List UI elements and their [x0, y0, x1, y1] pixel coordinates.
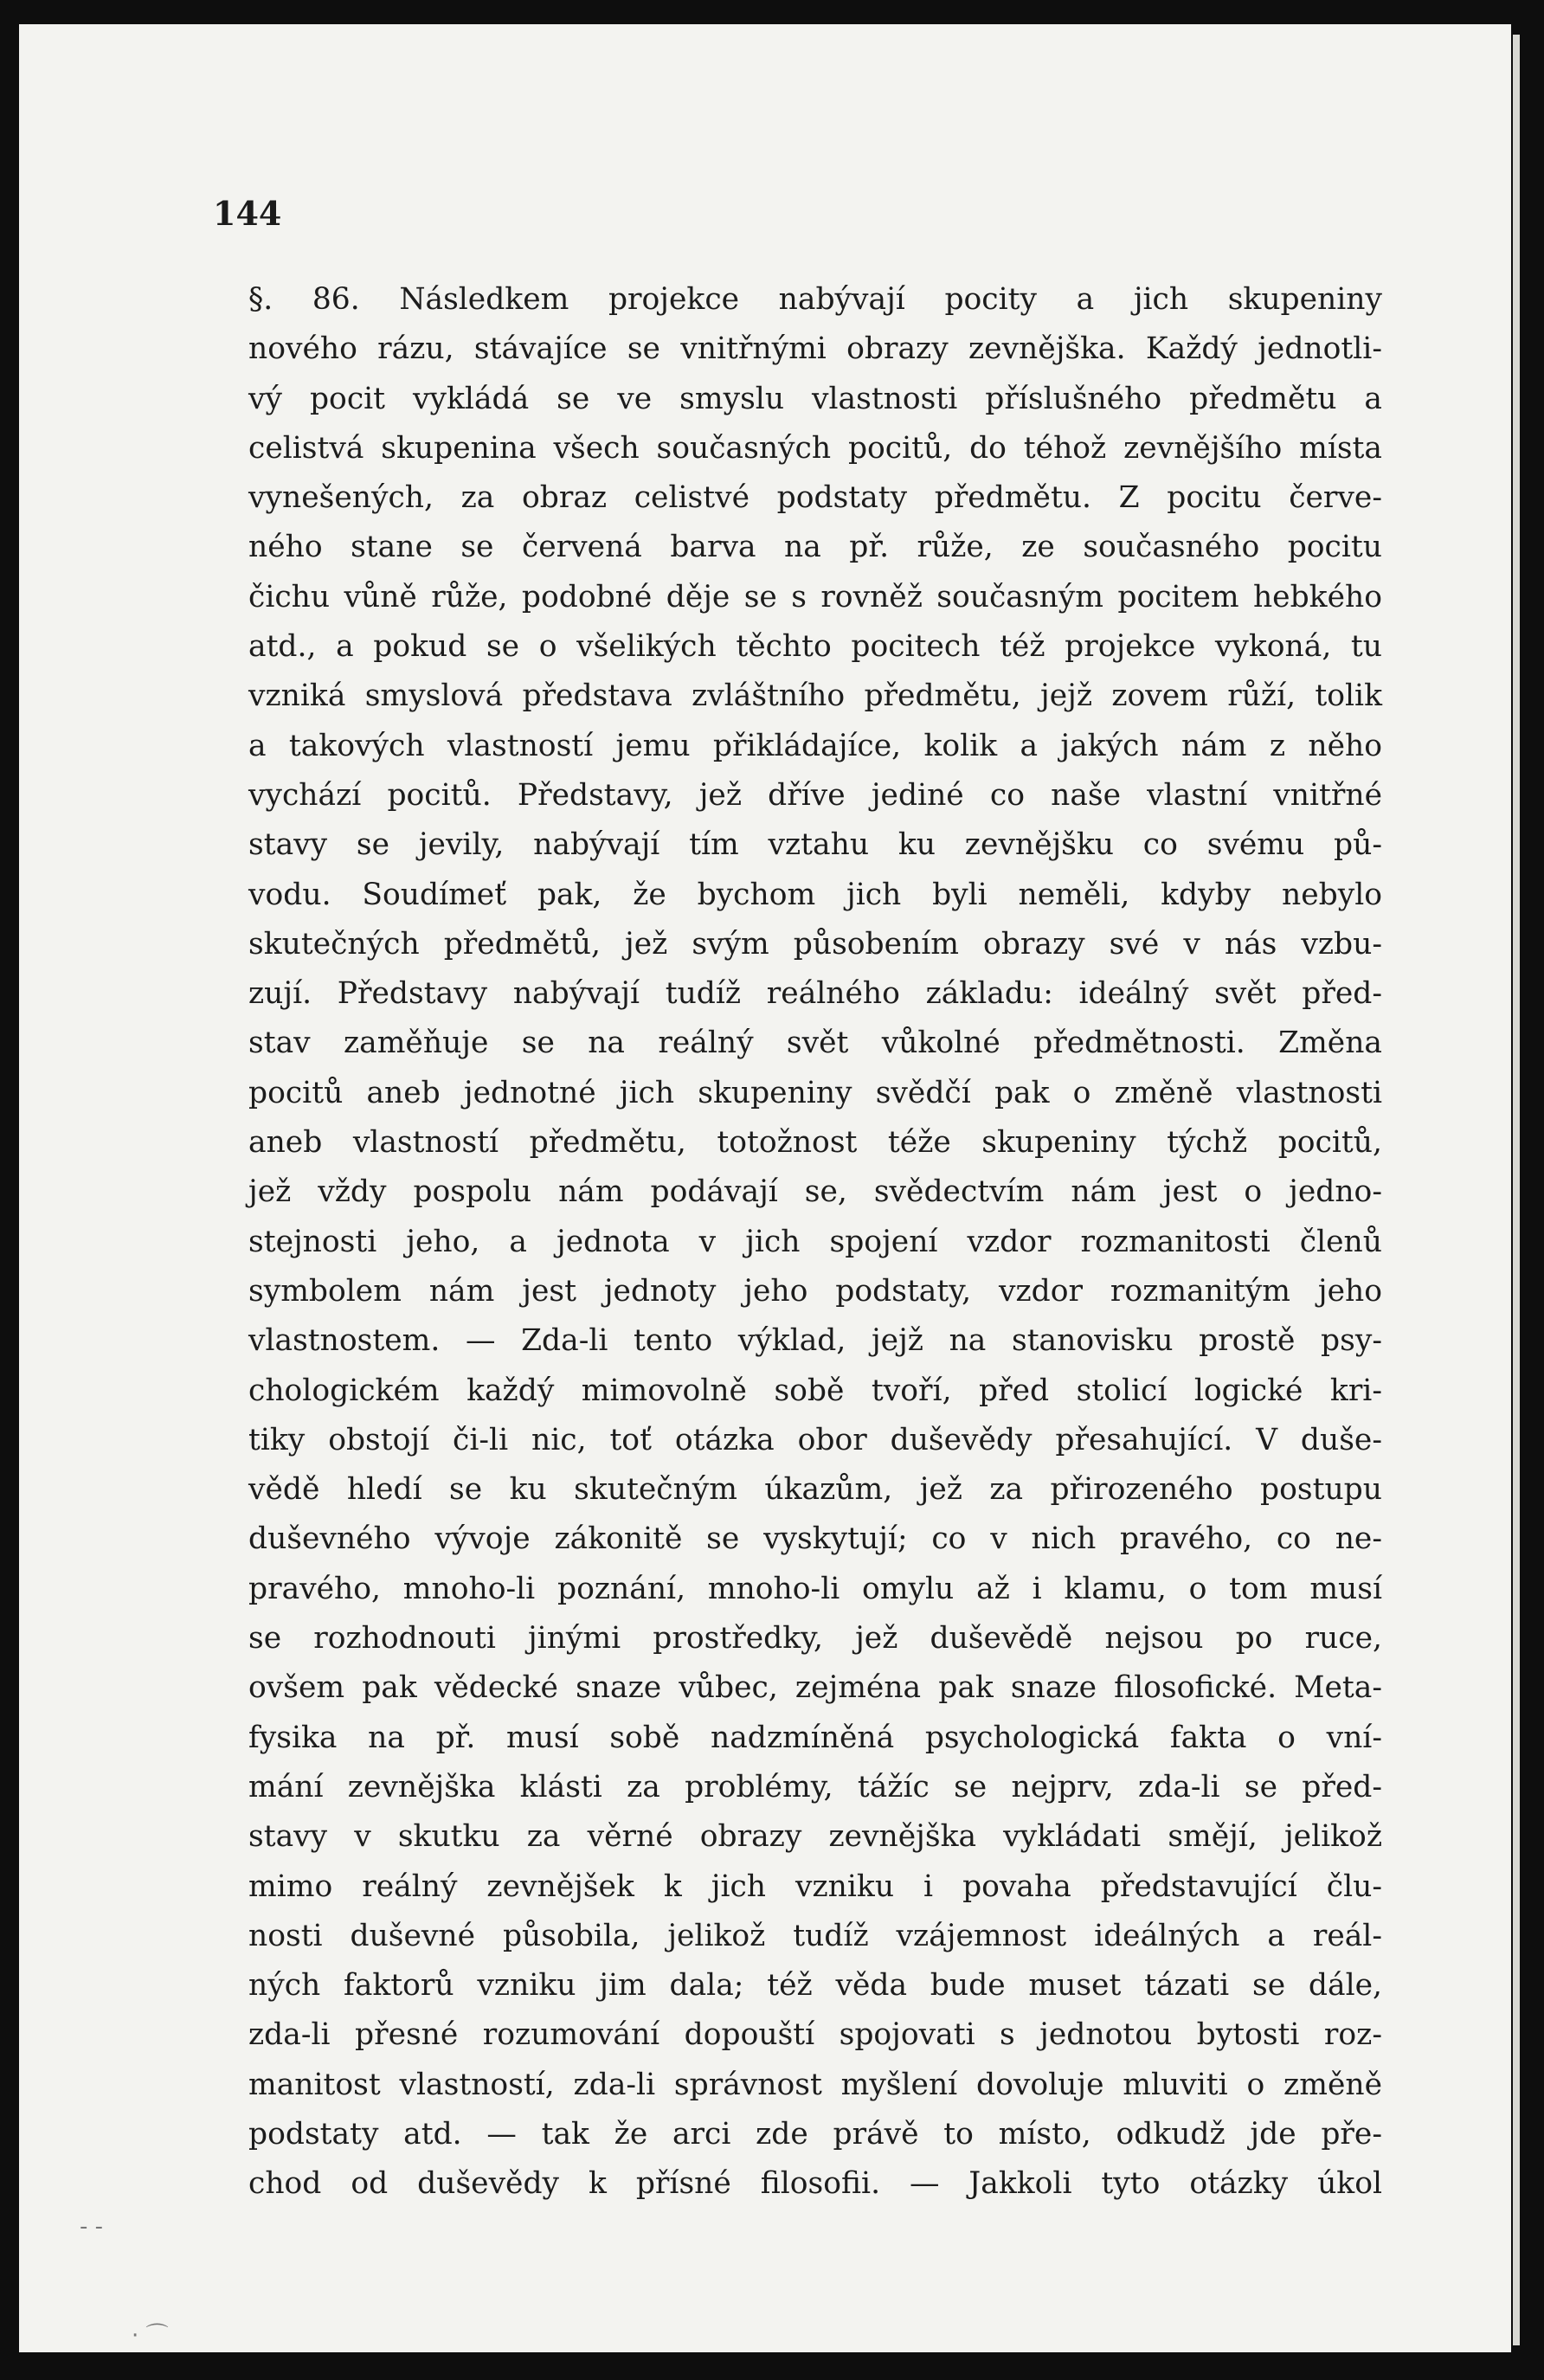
text-line: stavy se jevily, nabývají tím vztahu ku zevnějšku co svému pů- — [248, 827, 1382, 863]
text-line: §. 86. Následkem projekce nabývají pocity a jich skupeniny — [248, 282, 1382, 317]
text-line: manitost vlastností, zda-li správnost myšlení dovoluje mluviti o změně — [248, 2067, 1382, 2102]
text-line: celistvá skupenina všech současných pocitů, do téhož zevnějšího místa — [248, 430, 1382, 466]
text-line: a takových vlastností jemu přikládajíce, kolik a jakých nám z něho — [248, 728, 1382, 763]
text-line: stavy v skutku za věrné obrazy zevnějška vykládati smějí, jelikož — [248, 1819, 1382, 1855]
page-number: 144 — [213, 194, 282, 233]
text-line: atd., a pokud se o všelikých těchto pocitech též projekce vykoná, tu — [248, 629, 1382, 665]
text-line: vlastnostem. — Zda-li tento výklad, jejž na stanovisku prostě psy- — [248, 1323, 1382, 1359]
text-line: symbolem nám jest jednoty jeho podstaty, vzdor rozmanitým jeho — [248, 1273, 1382, 1309]
text-line: zda-li přesné rozumování dopouští spojovati s jednotou bytosti roz- — [248, 2017, 1382, 2053]
text-line: se rozhodnouti jinými prostředky, jež duševědě nejsou po ruce, — [248, 1621, 1382, 1656]
text-line: vý pocit vykládá se ve smyslu vlastnosti příslušného předmětu a — [248, 381, 1382, 416]
text-line: vodu. Soudímeť pak, že bychom jich byli neměli, kdyby nebylo — [248, 877, 1382, 912]
text-line: vzniká smyslová představa zvláštního předmětu, jejž zovem růží, tolik — [248, 679, 1382, 714]
text-line: nosti duševné působila, jelikož tudíž vzájemnost ideálných a reál- — [248, 1918, 1382, 1953]
margin-dash: - - — [80, 2214, 104, 2240]
text-line: stejnosti jeho, a jednota v jich spojení vzdor rozmanitosti členů — [248, 1224, 1382, 1259]
text-line: čichu vůně růže, podobné děje se s rovněž současným pocitem hebkého — [248, 579, 1382, 614]
text-line: chod od duševědy k přísné filosofii. — Jakkoli tyto otázky úkol — [248, 2166, 1382, 2202]
text-line: aneb vlastností předmětu, totožnost téže skupeniny týchž pocitů, — [248, 1125, 1382, 1161]
text-line: stav zaměňuje se na reálný svět vůkolné předmětnosti. Změna — [248, 1026, 1382, 1061]
text-line: ovšem pak vědecké snaze vůbec, zejména pak snaze filosofické. Meta- — [248, 1670, 1382, 1706]
text-line: chologickém každý mimovolně sobě tvoří, před stolicí logické kri- — [248, 1373, 1382, 1408]
text-line: jež vždy pospolu nám podávají se, svědectvím nám jest o jedno- — [248, 1174, 1382, 1210]
text-line: duševného vývoje zákonitě se vyskytují; co v nich pravého, co ne- — [248, 1521, 1382, 1557]
text-line: ných faktorů vzniku jim dala; též věda bude muset tázati se dále, — [248, 1968, 1382, 2004]
text-line: ného stane se červená barva na př. růže, ze současného pocitu — [248, 530, 1382, 565]
text-line: skutečných předmětů, jež svým působením obrazy své v nás vzbu- — [248, 926, 1382, 962]
text-line: pocitů aneb jednotné jich skupeniny svědčí pak o změně vlastnosti — [248, 1075, 1382, 1110]
text-line: fysika na př. musí sobě nadzmíněná psychologická fakta o vní- — [248, 1720, 1382, 1755]
text-line: podstaty atd. — tak že arci zde právě to místo, odkudž jde pře- — [248, 2116, 1382, 2152]
text-line: zují. Představy nabývají tudíž reálného základu: ideálný svět před- — [248, 976, 1382, 1012]
text-line: vědě hledí se ku skutečným úkazům, jež za přirozeného postupu — [248, 1472, 1382, 1508]
book-page — [19, 24, 1511, 2352]
text-line: mimo reálný zevnějšek k jich vzniku i povaha představující člu- — [248, 1869, 1382, 1904]
text-line: nového rázu, stávajíce se vnitřnými obrazy zevnějška. Každý jednotli- — [248, 331, 1382, 367]
body-text — [248, 275, 1382, 2210]
text-line: vychází pocitů. Představy, jež dříve jediné co naše vlastní vnitřné — [248, 777, 1382, 813]
margin-mark: · ⌒ — [132, 2323, 169, 2349]
page-edge — [1513, 35, 1520, 2345]
text-line: vynešených, za obraz celistvé podstaty předmětu. Z pocitu červe- — [248, 480, 1382, 516]
text-line: tiky obstojí či-li nic, toť otázka obor duševědy přesahující. V duše- — [248, 1422, 1382, 1457]
text-line: mání zevnějška klásti za problémy, tážíc se nejprv, zda-li se před- — [248, 1769, 1382, 1804]
text-line: pravého, mnoho-li poznání, mnoho-li omylu až i klamu, o tom musí — [248, 1571, 1382, 1606]
